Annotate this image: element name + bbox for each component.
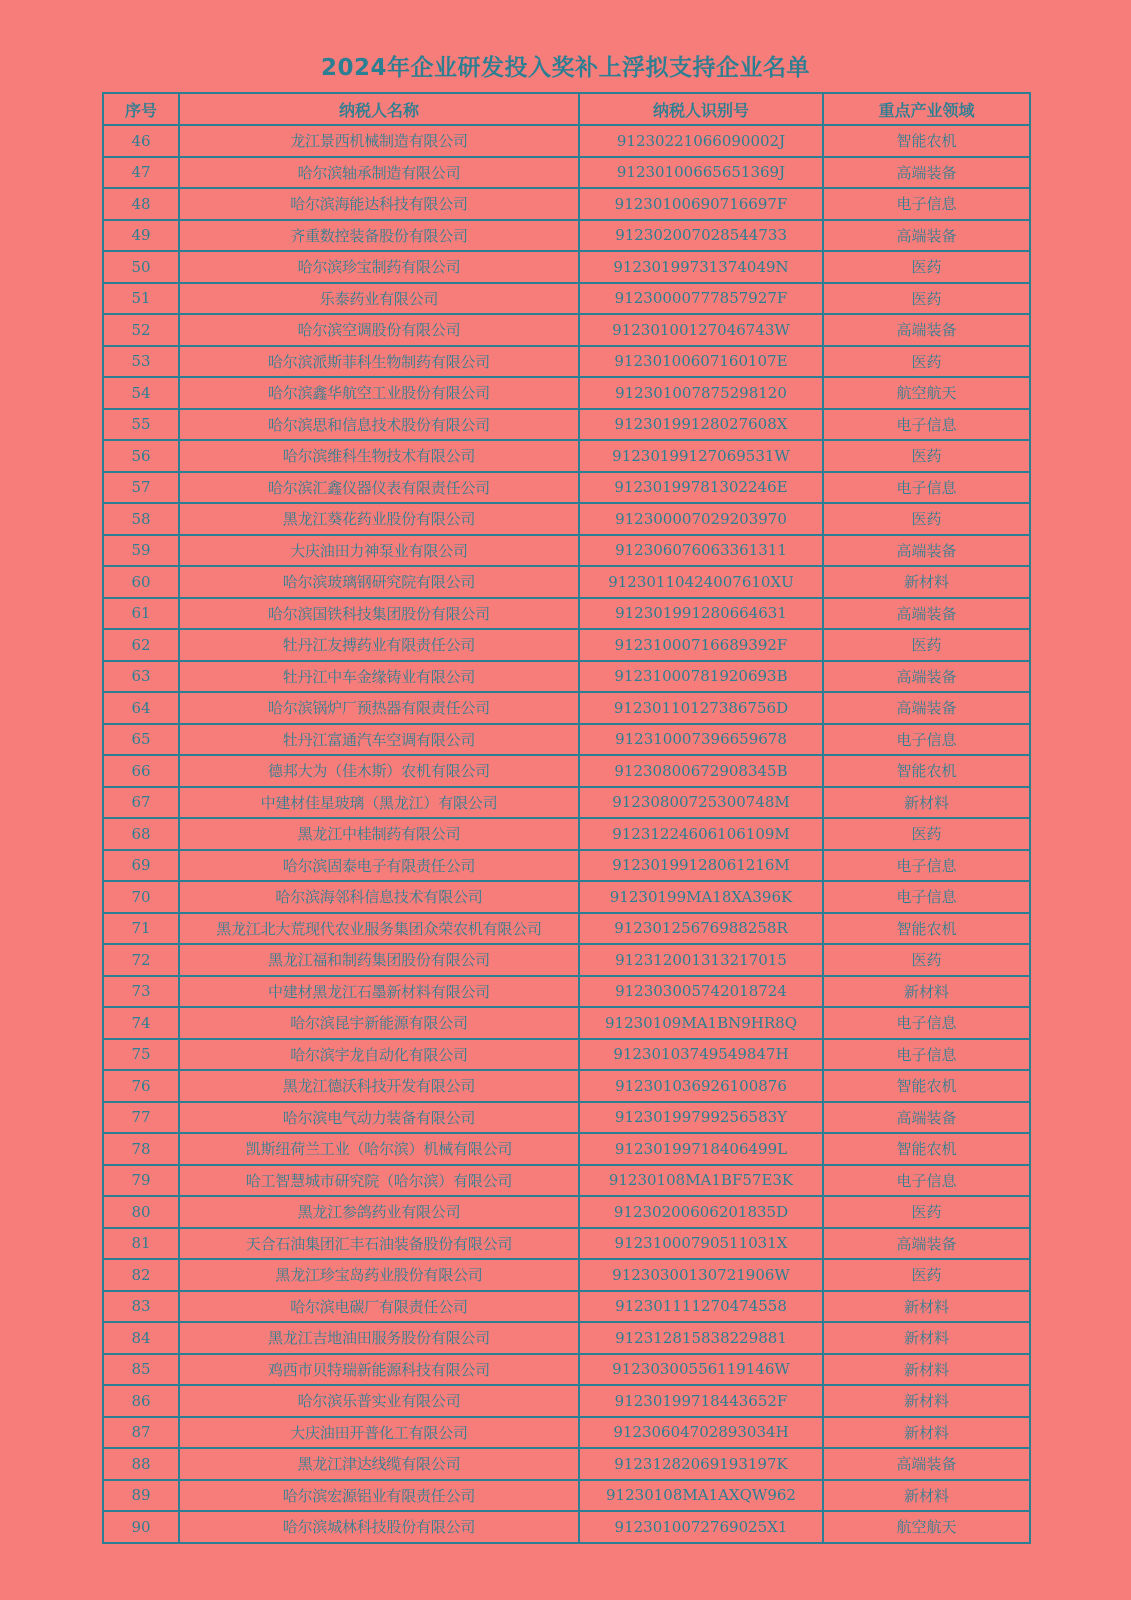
row-taxpayer-id-cell: 912301991280664631 <box>579 598 823 630</box>
table-row <box>103 944 1030 976</box>
row-taxpayer-id-cell: 91230199127069531W <box>579 440 823 472</box>
row-taxpayer-name-cell: 龙江景西机械制造有限公司 <box>179 125 579 157</box>
row-industry-field-cell: 医药 <box>823 440 1030 472</box>
document-title: 2024年企业研发投入奖补上浮拟支持企业名单 <box>320 55 810 81</box>
row-seq-cell: 83 <box>103 1291 179 1323</box>
row-taxpayer-id-cell: 91230108MA1BF57E3K <box>579 1165 823 1197</box>
row-taxpayer-name-cell: 哈工智慧城市研究院（哈尔滨）有限公司 <box>179 1165 579 1197</box>
row-industry-field-cell: 航空航天 <box>823 1511 1030 1543</box>
row-taxpayer-name-cell: 哈尔滨国铁科技集团股份有限公司 <box>179 598 579 630</box>
row-industry-field-cell: 高端装备 <box>823 661 1030 693</box>
table-row <box>103 1259 1030 1291</box>
row-industry-field-cell: 高端装备 <box>823 220 1030 252</box>
row-seq-cell: 71 <box>103 913 179 945</box>
row-taxpayer-name-cell: 大庆油田力神泵业有限公司 <box>179 535 579 567</box>
row-industry-field-cell: 医药 <box>823 283 1030 315</box>
row-taxpayer-name-cell: 哈尔滨乐普实业有限公司 <box>179 1385 579 1417</box>
row-taxpayer-id-cell: 912306076063361311 <box>579 535 823 567</box>
table-header-row <box>103 93 1030 125</box>
row-industry-field-cell: 电子信息 <box>823 188 1030 220</box>
table-row <box>103 1070 1030 1102</box>
row-taxpayer-name-cell: 哈尔滨鑫华航空工业股份有限公司 <box>179 377 579 409</box>
table-row <box>103 1417 1030 1449</box>
row-industry-field-cell: 高端装备 <box>823 1448 1030 1480</box>
row-industry-field-cell: 电子信息 <box>823 850 1030 882</box>
table-row <box>103 346 1030 378</box>
row-taxpayer-name-cell: 凯斯纽荷兰工业（哈尔滨）机械有限公司 <box>179 1133 579 1165</box>
row-industry-field-cell: 智能农机 <box>823 125 1030 157</box>
row-taxpayer-name-cell: 哈尔滨电气动力装备有限公司 <box>179 1102 579 1134</box>
row-seq-cell: 53 <box>103 346 179 378</box>
row-taxpayer-id-cell: 91230199128061216M <box>579 850 823 882</box>
table-row <box>103 283 1030 315</box>
row-taxpayer-id-cell: 912300007029203970 <box>579 503 823 535</box>
row-industry-field-cell: 医药 <box>823 503 1030 535</box>
row-taxpayer-name-cell: 哈尔滨海邻科信息技术有限公司 <box>179 881 579 913</box>
table-row <box>103 157 1030 189</box>
row-taxpayer-name-cell: 齐重数控装备股份有限公司 <box>179 220 579 252</box>
row-industry-field-cell: 新材料 <box>823 1354 1030 1386</box>
row-taxpayer-id-cell: 91230800672908345B <box>579 755 823 787</box>
row-taxpayer-id-cell: 912301111270474558 <box>579 1291 823 1323</box>
row-taxpayer-name-cell: 哈尔滨轴承制造有限公司 <box>179 157 579 189</box>
row-taxpayer-id-cell: 91230300556119146W <box>579 1354 823 1386</box>
table-row <box>103 692 1030 724</box>
row-taxpayer-id-cell: 912312815838229881 <box>579 1322 823 1354</box>
row-industry-field-cell: 电子信息 <box>823 472 1030 504</box>
row-industry-field-cell: 新材料 <box>823 1385 1030 1417</box>
table-row <box>103 976 1030 1008</box>
row-seq-cell: 70 <box>103 881 179 913</box>
row-seq-cell: 47 <box>103 157 179 189</box>
row-industry-field-cell: 医药 <box>823 346 1030 378</box>
row-industry-field-cell: 高端装备 <box>823 535 1030 567</box>
row-seq-cell: 78 <box>103 1133 179 1165</box>
row-seq-cell: 59 <box>103 535 179 567</box>
row-seq-cell: 61 <box>103 598 179 630</box>
row-seq-cell: 90 <box>103 1511 179 1543</box>
row-industry-field-cell: 新材料 <box>823 976 1030 1008</box>
row-seq-cell: 60 <box>103 566 179 598</box>
row-industry-field-cell: 电子信息 <box>823 724 1030 756</box>
row-taxpayer-id-cell: 91230199128027608X <box>579 409 823 441</box>
enterprise-table <box>102 92 1031 1544</box>
row-seq-cell: 73 <box>103 976 179 1008</box>
table-row <box>103 1448 1030 1480</box>
row-seq-cell: 84 <box>103 1322 179 1354</box>
row-taxpayer-name-cell: 中建材黑龙江石墨新材料有限公司 <box>179 976 579 1008</box>
row-taxpayer-id-cell: 912301036926100876 <box>579 1070 823 1102</box>
row-industry-field-cell: 高端装备 <box>823 598 1030 630</box>
row-taxpayer-id-cell: 91230604702893034H <box>579 1417 823 1449</box>
table-row <box>103 566 1030 598</box>
row-industry-field-cell: 新材料 <box>823 1480 1030 1512</box>
table-row <box>103 755 1030 787</box>
row-seq-cell: 54 <box>103 377 179 409</box>
table-row <box>103 787 1030 819</box>
row-industry-field-cell: 智能农机 <box>823 1133 1030 1165</box>
row-taxpayer-name-cell: 黑龙江津达线缆有限公司 <box>179 1448 579 1480</box>
table-row <box>103 1196 1030 1228</box>
table-row <box>103 1354 1030 1386</box>
row-taxpayer-id-cell: 91230300130721906W <box>579 1259 823 1291</box>
table-body <box>103 125 1030 1543</box>
row-seq-cell: 65 <box>103 724 179 756</box>
row-taxpayer-id-cell: 91231282069193197K <box>579 1448 823 1480</box>
table-row <box>103 1322 1030 1354</box>
row-taxpayer-id-cell: 912301007875298120 <box>579 377 823 409</box>
row-taxpayer-name-cell: 黑龙江福和制药集团股份有限公司 <box>179 944 579 976</box>
header-taxpayer-name: 纳税人名称 <box>179 93 579 125</box>
row-industry-field-cell: 电子信息 <box>823 1039 1030 1071</box>
row-taxpayer-id-cell: 91230110127386756D <box>579 692 823 724</box>
row-taxpayer-name-cell: 哈尔滨城林科技股份有限公司 <box>179 1511 579 1543</box>
row-taxpayer-id-cell: 91231224606106109M <box>579 818 823 850</box>
row-taxpayer-name-cell: 德邦大为（佳木斯）农机有限公司 <box>179 755 579 787</box>
row-taxpayer-name-cell: 黑龙江中桂制药有限公司 <box>179 818 579 850</box>
row-industry-field-cell: 电子信息 <box>823 1165 1030 1197</box>
row-seq-cell: 51 <box>103 283 179 315</box>
row-industry-field-cell: 高端装备 <box>823 692 1030 724</box>
row-taxpayer-name-cell: 哈尔滨玻璃钢研究院有限公司 <box>179 566 579 598</box>
row-taxpayer-name-cell: 黑龙江吉地油田服务股份有限公司 <box>179 1322 579 1354</box>
row-taxpayer-id-cell: 91230199718443652F <box>579 1385 823 1417</box>
row-taxpayer-name-cell: 哈尔滨汇鑫仪器仪表有限责任公司 <box>179 472 579 504</box>
row-taxpayer-name-cell: 哈尔滨思和信息技术股份有限公司 <box>179 409 579 441</box>
row-taxpayer-id-cell: 91230200606201835D <box>579 1196 823 1228</box>
row-industry-field-cell: 高端装备 <box>823 314 1030 346</box>
row-seq-cell: 75 <box>103 1039 179 1071</box>
row-industry-field-cell: 医药 <box>823 944 1030 976</box>
header-seq: 序号 <box>103 93 179 125</box>
table-row <box>103 1228 1030 1260</box>
table-row <box>103 377 1030 409</box>
row-industry-field-cell: 医药 <box>823 818 1030 850</box>
table-row <box>103 1102 1030 1134</box>
row-taxpayer-id-cell: 912310007396659678 <box>579 724 823 756</box>
row-seq-cell: 68 <box>103 818 179 850</box>
row-taxpayer-id-cell: 91230800725300748M <box>579 787 823 819</box>
table-row <box>103 1133 1030 1165</box>
row-taxpayer-id-cell: 91231000781920693B <box>579 661 823 693</box>
row-taxpayer-id-cell: 912312001313217015 <box>579 944 823 976</box>
row-taxpayer-id-cell: 91230199731374049N <box>579 251 823 283</box>
row-seq-cell: 62 <box>103 629 179 661</box>
table-row <box>103 314 1030 346</box>
row-industry-field-cell: 高端装备 <box>823 1102 1030 1134</box>
row-seq-cell: 66 <box>103 755 179 787</box>
row-taxpayer-name-cell: 哈尔滨锅炉厂预热器有限责任公司 <box>179 692 579 724</box>
row-taxpayer-name-cell: 天合石油集团汇丰石油装备股份有限公司 <box>179 1228 579 1260</box>
row-seq-cell: 57 <box>103 472 179 504</box>
row-industry-field-cell: 医药 <box>823 1259 1030 1291</box>
header-taxpayer-id: 纳税人识别号 <box>579 93 823 125</box>
row-taxpayer-id-cell: 91230199781302246E <box>579 472 823 504</box>
row-seq-cell: 46 <box>103 125 179 157</box>
row-industry-field-cell: 新材料 <box>823 1417 1030 1449</box>
row-taxpayer-id-cell: 91231000716689392F <box>579 629 823 661</box>
row-industry-field-cell: 医药 <box>823 1196 1030 1228</box>
row-seq-cell: 76 <box>103 1070 179 1102</box>
row-taxpayer-id-cell: 91230200702854473З <box>579 220 823 252</box>
row-taxpayer-name-cell: 牡丹江中车金缘铸业有限公司 <box>179 661 579 693</box>
row-taxpayer-id-cell: 91230100607160107E <box>579 346 823 378</box>
row-taxpayer-name-cell: 哈尔滨珍宝制药有限公司 <box>179 251 579 283</box>
table-row <box>103 1291 1030 1323</box>
row-taxpayer-id-cell: 91230125676988258R <box>579 913 823 945</box>
row-taxpayer-name-cell: 牡丹江富通汽车空调有限公司 <box>179 724 579 756</box>
row-taxpayer-name-cell: 哈尔滨昆宇新能源有限公司 <box>179 1007 579 1039</box>
row-seq-cell: 86 <box>103 1385 179 1417</box>
table-row <box>103 440 1030 472</box>
row-taxpayer-id-cell: 91230199718406499L <box>579 1133 823 1165</box>
row-seq-cell: 64 <box>103 692 179 724</box>
row-seq-cell: 80 <box>103 1196 179 1228</box>
row-industry-field-cell: 新材料 <box>823 566 1030 598</box>
row-taxpayer-id-cell: 91230103749549847H <box>579 1039 823 1071</box>
table-row <box>103 125 1030 157</box>
row-taxpayer-name-cell: 哈尔滨维科生物技术有限公司 <box>179 440 579 472</box>
row-seq-cell: 52 <box>103 314 179 346</box>
table-row <box>103 251 1030 283</box>
row-seq-cell: 81 <box>103 1228 179 1260</box>
table-row <box>103 1385 1030 1417</box>
row-taxpayer-id-cell: 91230199MA18XA396K <box>579 881 823 913</box>
row-seq-cell: 89 <box>103 1480 179 1512</box>
row-taxpayer-id-cell: 91231000790511031X <box>579 1228 823 1260</box>
row-seq-cell: 67 <box>103 787 179 819</box>
table-row <box>103 724 1030 756</box>
row-seq-cell: 50 <box>103 251 179 283</box>
row-taxpayer-id-cell: 91230109MA1BN9HR8Q <box>579 1007 823 1039</box>
table-row <box>103 1511 1030 1543</box>
row-seq-cell: 58 <box>103 503 179 535</box>
row-taxpayer-name-cell: 哈尔滨固泰电子有限责任公司 <box>179 850 579 882</box>
row-seq-cell: 85 <box>103 1354 179 1386</box>
row-taxpayer-name-cell: 哈尔滨宏源铝业有限责任公司 <box>179 1480 579 1512</box>
row-taxpayer-name-cell: 哈尔滨派斯菲科生物制药有限公司 <box>179 346 579 378</box>
row-seq-cell: 79 <box>103 1165 179 1197</box>
row-taxpayer-name-cell: 中建材佳星玻璃（黑龙江）有限公司 <box>179 787 579 819</box>
row-industry-field-cell: 电子信息 <box>823 881 1030 913</box>
row-industry-field-cell: 智能农机 <box>823 755 1030 787</box>
row-taxpayer-id-cell: 91230199799256583Y <box>579 1102 823 1134</box>
row-taxpayer-id-cell: 91230100690716697F <box>579 188 823 220</box>
table-row <box>103 850 1030 882</box>
row-seq-cell: 82 <box>103 1259 179 1291</box>
table-row <box>103 629 1030 661</box>
row-taxpayer-name-cell: 乐泰药业有限公司 <box>179 283 579 315</box>
row-seq-cell: 87 <box>103 1417 179 1449</box>
row-taxpayer-id-cell: 9123010072769025X1 <box>579 1511 823 1543</box>
header-industry-field: 重点产业领域 <box>823 93 1030 125</box>
row-industry-field-cell: 电子信息 <box>823 409 1030 441</box>
row-taxpayer-name-cell: 黑龙江德沃科技开发有限公司 <box>179 1070 579 1102</box>
row-seq-cell: 77 <box>103 1102 179 1134</box>
row-taxpayer-name-cell: 哈尔滨宇龙自动化有限公司 <box>179 1039 579 1071</box>
row-seq-cell: 49 <box>103 220 179 252</box>
row-industry-field-cell: 医药 <box>823 251 1030 283</box>
row-taxpayer-id-cell: 91230000777857927F <box>579 283 823 315</box>
row-seq-cell: 74 <box>103 1007 179 1039</box>
table-row <box>103 535 1030 567</box>
row-industry-field-cell: 高端装备 <box>823 157 1030 189</box>
table-row <box>103 913 1030 945</box>
table-row <box>103 1480 1030 1512</box>
row-seq-cell: 48 <box>103 188 179 220</box>
row-taxpayer-id-cell: 91230221066090002J <box>579 125 823 157</box>
row-seq-cell: 55 <box>103 409 179 441</box>
row-industry-field-cell: 电子信息 <box>823 1007 1030 1039</box>
row-taxpayer-name-cell: 鸡西市贝特瑞新能源科技有限公司 <box>179 1354 579 1386</box>
row-industry-field-cell: 新材料 <box>823 1322 1030 1354</box>
row-industry-field-cell: 高端装备 <box>823 1228 1030 1260</box>
row-taxpayer-name-cell: 哈尔滨电碳厂有限责任公司 <box>179 1291 579 1323</box>
row-seq-cell: 56 <box>103 440 179 472</box>
table-row <box>103 220 1030 252</box>
table-row <box>103 881 1030 913</box>
row-taxpayer-id-cell: 91230100665651369J <box>579 157 823 189</box>
row-taxpayer-name-cell: 黑龙江北大荒现代农业服务集团众荣农机有限公司 <box>179 913 579 945</box>
row-taxpayer-name-cell: 牡丹江友搏药业有限责任公司 <box>179 629 579 661</box>
row-industry-field-cell: 新材料 <box>823 787 1030 819</box>
row-industry-field-cell: 新材料 <box>823 1291 1030 1323</box>
row-taxpayer-id-cell: 91230110424007610XU <box>579 566 823 598</box>
row-taxpayer-name-cell: 哈尔滨海能达科技有限公司 <box>179 188 579 220</box>
table-row <box>103 1039 1030 1071</box>
row-seq-cell: 63 <box>103 661 179 693</box>
table-row <box>103 818 1030 850</box>
table-row <box>103 1007 1030 1039</box>
row-taxpayer-name-cell: 黑龙江参鸽药业有限公司 <box>179 1196 579 1228</box>
row-taxpayer-name-cell: 大庆油田开普化工有限公司 <box>179 1417 579 1449</box>
row-taxpayer-id-cell: 91230100127046743W <box>579 314 823 346</box>
row-taxpayer-name-cell: 黑龙江珍宝岛药业股份有限公司 <box>179 1259 579 1291</box>
row-industry-field-cell: 航空航天 <box>823 377 1030 409</box>
row-industry-field-cell: 医药 <box>823 629 1030 661</box>
row-taxpayer-name-cell: 黑龙江葵花药业股份有限公司 <box>179 503 579 535</box>
row-industry-field-cell: 智能农机 <box>823 1070 1030 1102</box>
table-row <box>103 1165 1030 1197</box>
table-row <box>103 409 1030 441</box>
table-row <box>103 188 1030 220</box>
row-taxpayer-name-cell: 哈尔滨空调股份有限公司 <box>179 314 579 346</box>
row-seq-cell: 72 <box>103 944 179 976</box>
row-taxpayer-id-cell: 912303005742018724 <box>579 976 823 1008</box>
row-seq-cell: 88 <box>103 1448 179 1480</box>
table-row <box>103 503 1030 535</box>
table-row <box>103 598 1030 630</box>
table-row <box>103 472 1030 504</box>
row-taxpayer-id-cell: 91230108MA1AXQW962 <box>579 1480 823 1512</box>
table-row <box>103 661 1030 693</box>
row-seq-cell: 69 <box>103 850 179 882</box>
row-industry-field-cell: 智能农机 <box>823 913 1030 945</box>
